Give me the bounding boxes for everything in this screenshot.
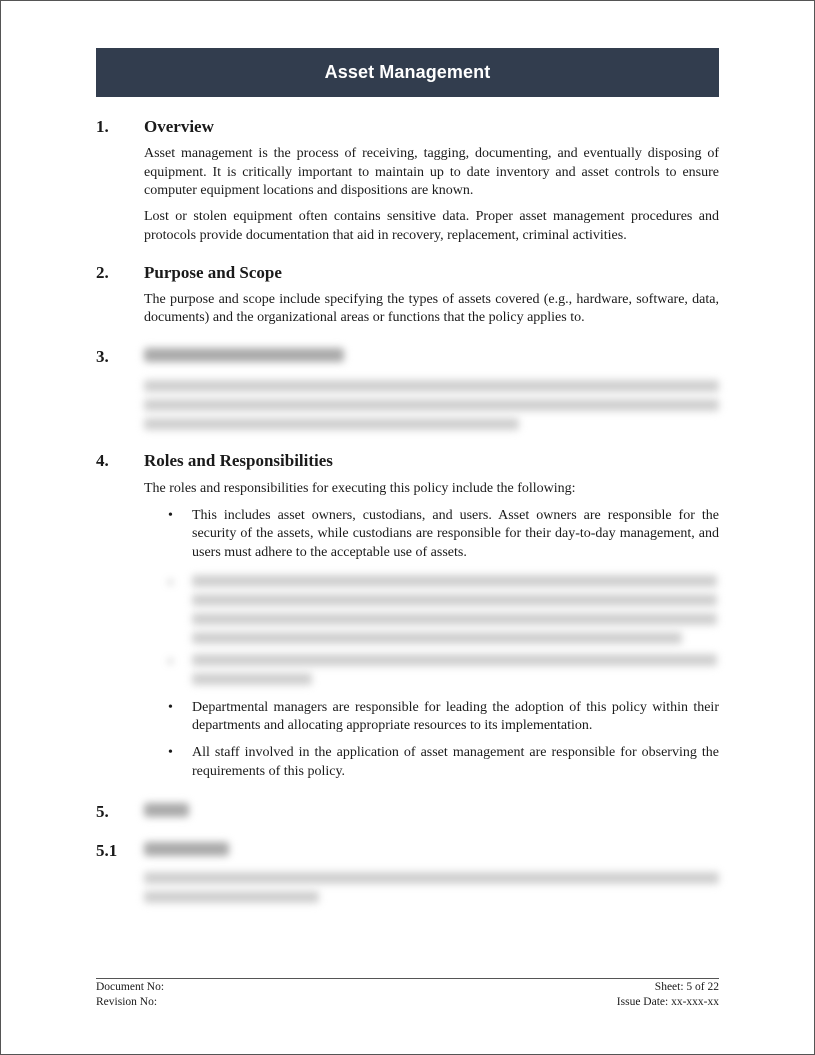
roles-list [168,507,719,782]
blurred-paragraph [144,380,719,430]
paragraph: Lost or stolen equipment often contains sensitive data. Proper asset management procedures and protocols provide documentation that aid in recovery, replacement, criminal activities. [144,209,719,243]
blurred-section-title [144,348,344,362]
list-item-text: This includes asset owners, custodians, and users. Asset owners are responsible for the security of the assets, while custodians are responsible for their day-to-day management, and users must adhere to the acceptable use of assets. [192,507,719,561]
blurred-paragraph [144,872,719,903]
list-item [168,699,719,736]
list-item-blurred [168,575,719,644]
document-title: Asset Management [324,62,491,82]
section-number: 2. [96,262,109,282]
section-blurred-5 [96,799,719,823]
bullet-icon: • [168,654,173,670]
section-heading [96,799,719,823]
document-body [96,116,719,903]
section-heading [96,450,719,472]
blurred-section-title [144,842,229,856]
blurred-text [192,654,719,685]
bullet-icon: • [168,699,173,715]
footer-left [96,980,164,1009]
section-title: Overview [144,117,214,136]
paragraph: Asset management is the process of receiving, tagging, documenting, and eventually disposing of equipment. It is critically important to maintain up to date inventory and asset controls to ensure computer equipment locations and dispositions are known. [144,146,719,199]
section-number: 5.1 [96,840,118,860]
bullet-icon: • [168,745,173,761]
revision-number-label: Revision No: [96,995,158,1008]
paragraph: The purpose and scope include specifying the types of assets covered (e.g., hardware, software, data, documents) and the organizational areas or functions that the policy applies to. [144,291,719,326]
section-heading [96,116,719,138]
intro-paragraph: The roles and responsibilities for executing this policy include the following: [144,480,576,496]
blurred-section-title [144,803,189,817]
sheet-number: Sheet: 5 of 22 [654,981,719,993]
title-banner [96,48,719,97]
bullet-icon: • [168,575,173,591]
section-number: 4. [96,450,109,470]
footer-right [617,980,719,1009]
list-item-text: Departmental managers are responsible for leading the adoption of this policy within their departments and allocating appropriate resources to its implementation. [192,699,719,734]
section-title: Purpose and Scope [144,262,282,282]
section-roles-responsibilities [96,450,719,782]
issue-date: Issue Date: xx-xxx-xx [616,995,719,1008]
section-number: 5. [96,801,109,821]
section-heading [96,262,719,284]
section-number: 3. [96,346,109,366]
list-item [168,744,719,781]
section-purpose-scope [96,262,719,328]
list-item [168,507,719,563]
section-number: 1. [96,117,109,136]
section-blurred-5-1 [96,838,719,903]
page-footer [96,978,719,1009]
section-heading [96,838,719,862]
section-overview [96,116,719,246]
section-title: Roles and Responsibilities [144,450,333,470]
section-heading [96,344,719,368]
list-item-blurred [168,654,719,685]
list-item-text: All staff involved in the application of asset management are responsible for observing the requirements of this policy. [192,745,719,779]
section-blurred-3 [96,344,719,430]
document-number-label: Document No: [96,981,165,993]
blurred-text [192,575,719,644]
bullet-icon: • [168,507,173,523]
